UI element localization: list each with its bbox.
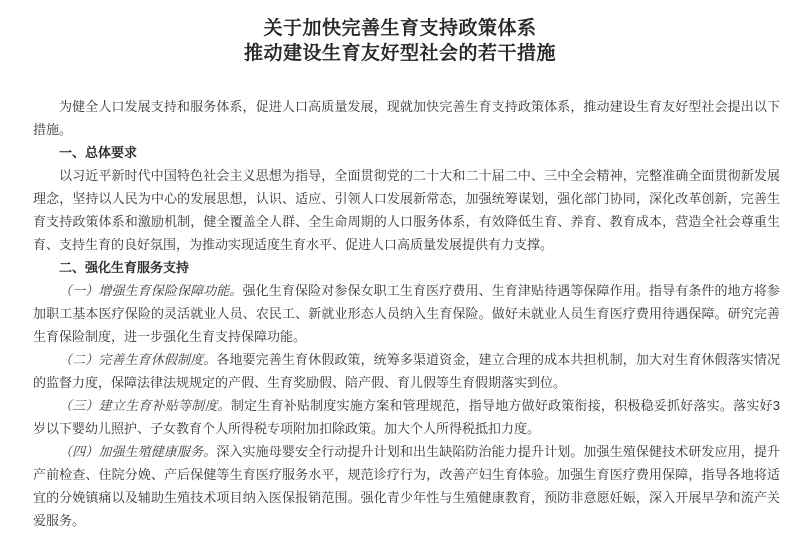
document-body [0,95,800,532]
section2-item-2-text: 各地要完善生育休假政策，统筹多渠道资金，建立合理的成本共担机制，加大对生育休假落实情况的监督力度，保障法律法规规定的产假、生育奖励假、陪产假、育儿假等生育假期落实到位。 [33,352,780,390]
document-title-line2: 推动建设生育友好型社会的若干措施 [243,43,556,64]
section2-item-1-lead: （一）增强生育保险保障功能。 [59,283,243,298]
section2-item-1 [33,279,780,348]
section2-heading: 二、强化生育服务支持 [59,260,190,275]
section2-item-4-lead: （四）加强生殖健康服务。 [59,444,217,459]
section2-item-1-text: 强化生育保险对参保女职工生育医疗费用、生育津贴待遇等保障作用。指导有条件的地方将参加职工基本医疗保险的灵活就业人员、农民工、新就业形态人员纳入生育保险。做好未就业人员生育医疗费用待遇保障。研究完善生育保险制度，进一步强化生育支持保障功能。 [33,283,780,344]
section2-item-3 [33,394,780,440]
section1-paragraph: 以习近平新时代中国特色社会主义思想为指导，全面贯彻党的二十大和二十届二中、三中全会精神，完整准确全面贯彻新发展理念，坚持以人民为中心的发展思想，认识、适应、引领人口发展新常态，加强统筹谋划，强化部门协同，深化改革创新，完善生育支持政策体系和激励机制，健全覆盖全人群、全生命周期的人口服务体系，有效降低生育、养育、教育成本，营造全社会尊重生育、支持生育的良好氛围，为推动实现适度生育水平、促进人口高质量发展提供有力支撑。 [33,168,780,252]
document-title [0,16,800,66]
section2-item-2 [33,348,780,394]
section2-item-4 [33,440,780,532]
section2-item-4-text: 深入实施母婴安全行动提升计划和出生缺陷防治能力提升计划。加强生殖保健技术研发应用，提升产前检查、住院分娩、产后保健等生育医疗服务水平，规范诊疗行为，改善产妇生育体验。加强生育医疗费用保障，指导各地将适宜的分娩镇痛以及辅助生殖技术项目纳入医保报销范围。强化青少年性与生殖健康教育，预防非意愿妊娠，深入开展早孕和流产关爱服务。 [33,444,780,528]
section2-item-3-text: 制定生育补贴制度实施方案和管理规范，指导地方做好政策衔接，积极稳妥抓好落实。落实好3岁以下婴幼儿照护、子女教育个人所得税专项附加扣除政策。加大个人所得税抵扣力度。 [33,398,780,436]
section2-item-2-lead: （二）完善生育休假制度。 [59,352,217,367]
section1-heading: 一、总体要求 [59,145,138,160]
intro-paragraph: 为健全人口发展支持和服务体系，促进人口高质量发展，现就加快完善生育支持政策体系，推动建设生育友好型社会提出以下措施。 [33,99,780,137]
document-title-line1: 关于加快完善生育支持政策体系 [263,18,537,39]
section2-item-3-lead: （三）建立生育补贴等制度。 [59,398,231,413]
